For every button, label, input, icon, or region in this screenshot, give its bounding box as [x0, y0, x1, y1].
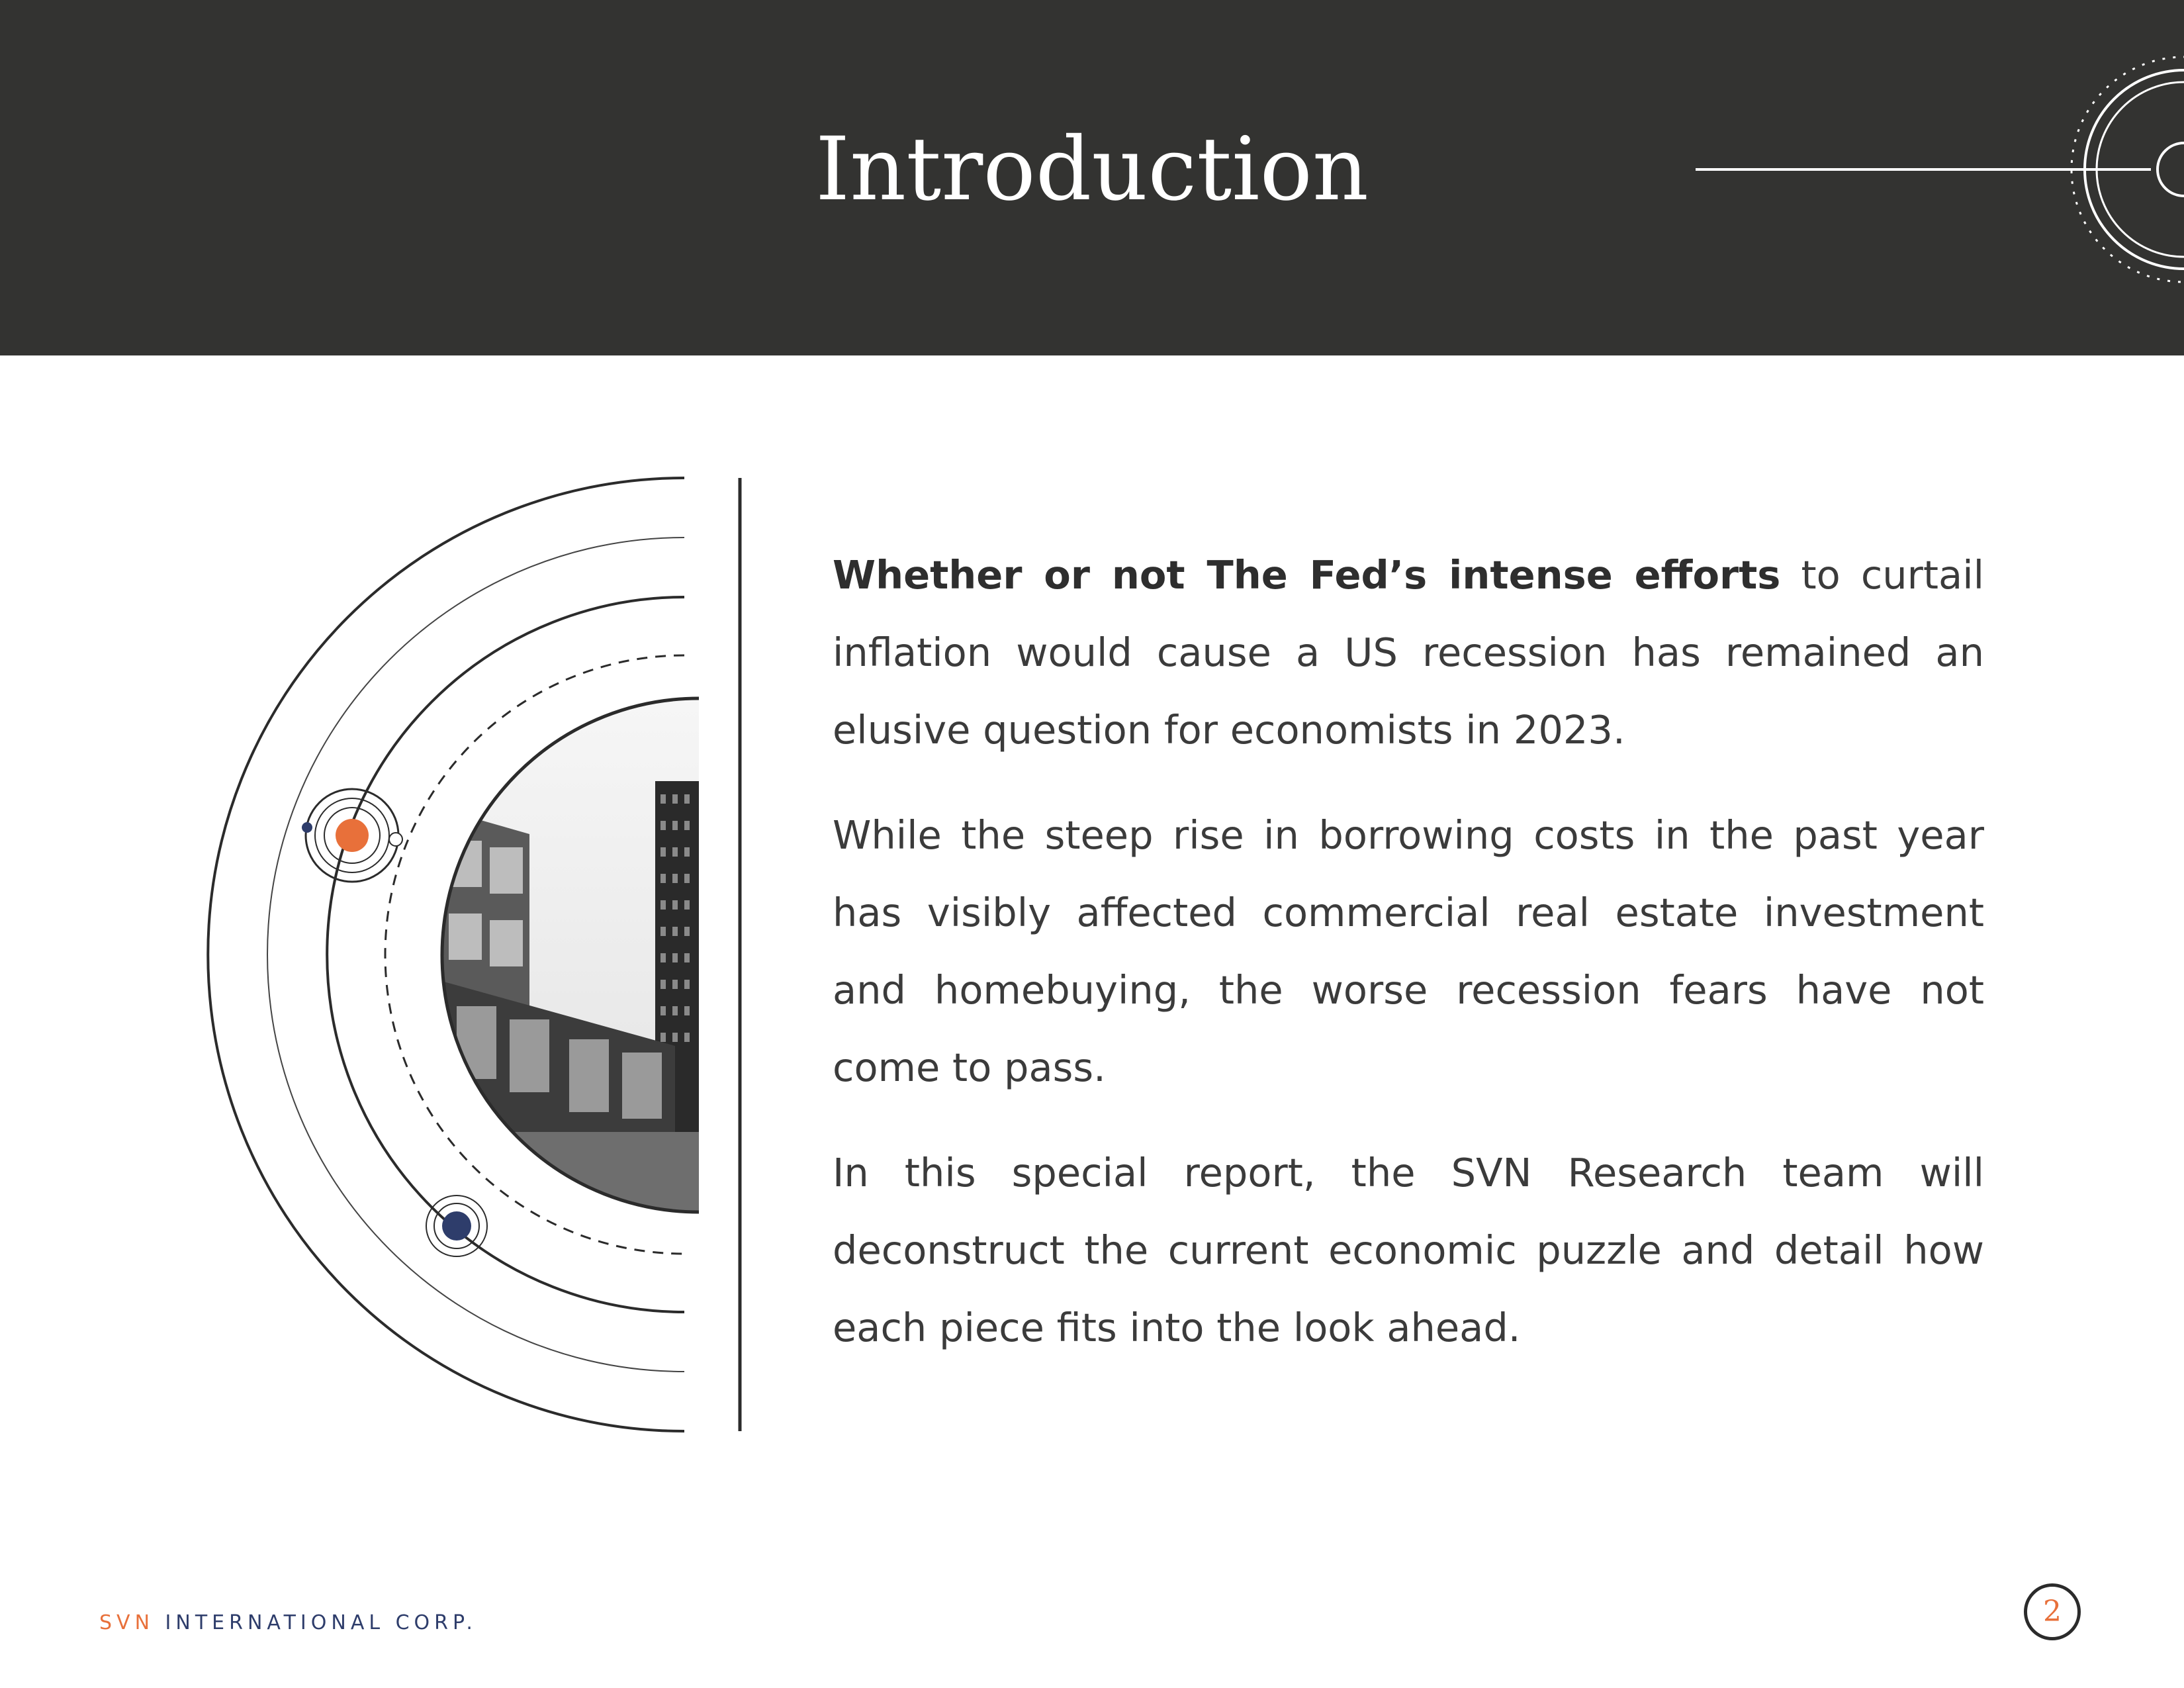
page-title: Introduction	[815, 118, 1369, 220]
grayscale-buildings-photo	[437, 698, 702, 1218]
intro-lead-bold: Whether or not The Fed’s intense efforts	[833, 552, 1781, 598]
navy-node-marker	[426, 1196, 487, 1256]
intro-paragraph-3: In this special report, the SVN Research team will deconstruct the current economic puzzle and detail how each piece fits into the look ahead.	[833, 1150, 1984, 1350]
brand-prefix: SVN	[99, 1611, 155, 1634]
intro-paragraph-1	[833, 536, 1984, 769]
brand-suffix: INTERNATIONAL CORP.	[154, 1611, 477, 1634]
intro-paragraph-2: While the steep rise in borrowing costs in the past year has visibly affected commercial real estate investment and homebuying, the worse recession fears have not come to pass.	[833, 812, 1984, 1090]
intro-lead-rest: to curtail inflation would cause a US recession has remained an elusive question for economists in 2023.	[833, 552, 1984, 753]
intro-body	[833, 536, 1984, 1394]
header-circle-ornament	[1688, 53, 2184, 291]
semicircle-illustration	[199, 463, 768, 1443]
header-banner	[0, 0, 2184, 355]
page-number: 2	[2024, 1583, 2081, 1640]
orange-node-marker	[302, 789, 402, 882]
footer-brand	[99, 1611, 477, 1634]
